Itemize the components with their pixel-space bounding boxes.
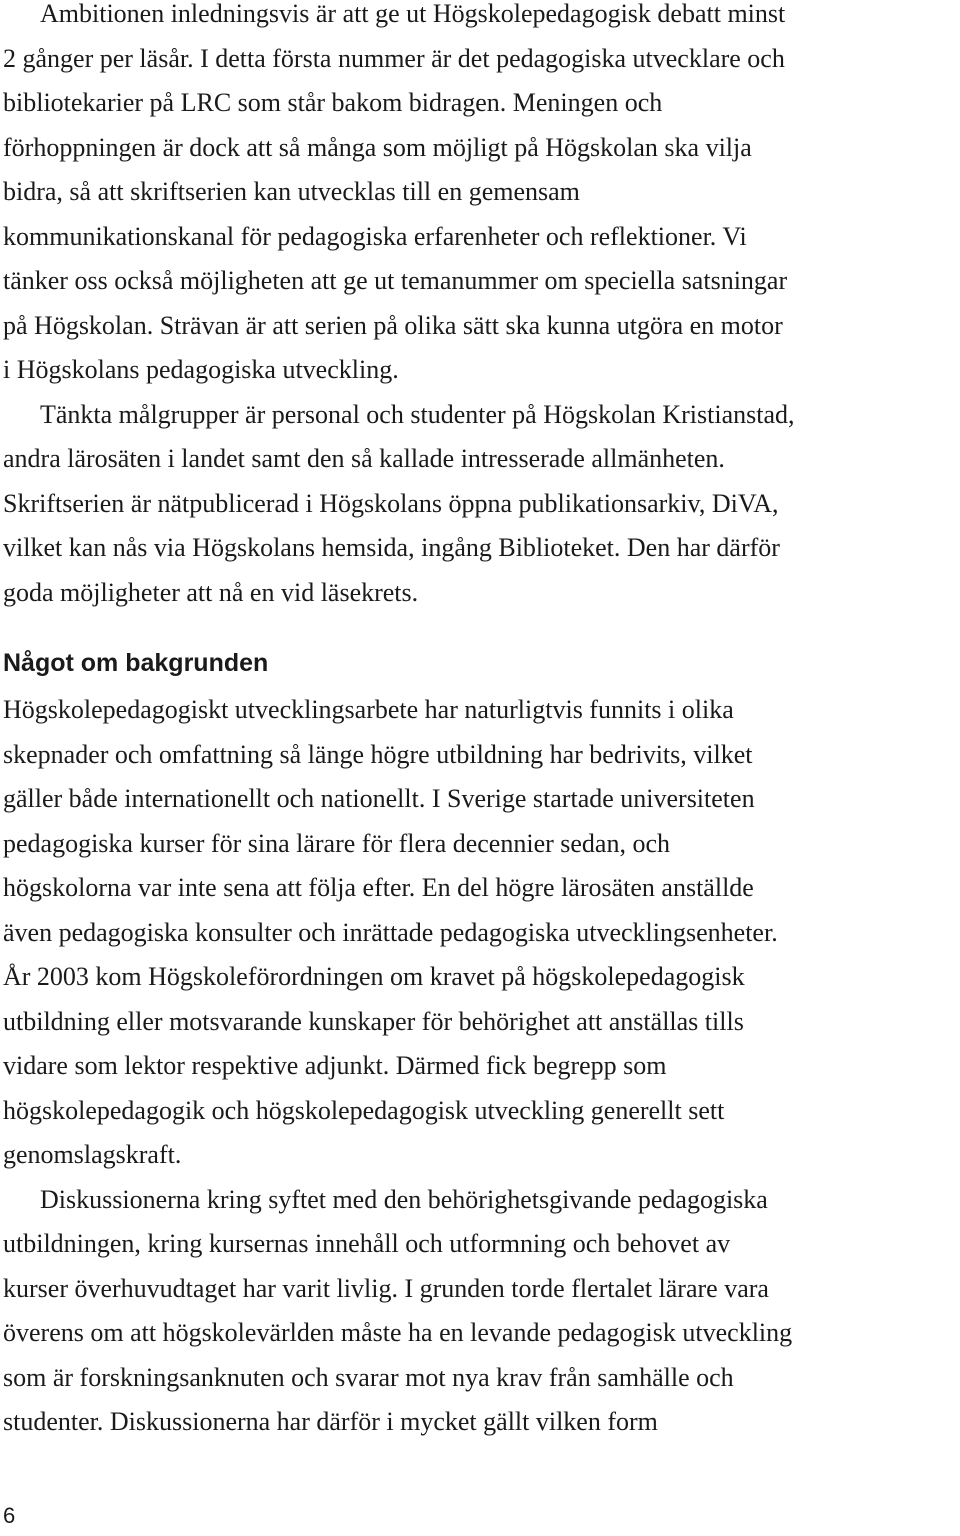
intro-paragraphs <box>3 0 795 615</box>
text-line: högskolorna var inte sena att följa efter. En del högre lärosäten anställde <box>3 873 754 902</box>
text-line: År 2003 kom Högskoleförordningen om kravet på högskolepedagogisk <box>3 962 745 991</box>
text-line: skepnader och omfattning så länge högre utbildning har bedrivits, vilket <box>3 739 753 769</box>
text-line: studenter. Diskussionerna har därför i mycket gällt vilken form <box>3 1407 658 1436</box>
text-line: bibliotekarier på LRC som står bakom bidragen. Meningen och <box>3 88 663 117</box>
text-line: Ambitionen inledningsvis är att ge ut Högskolepedagogisk debatt minst <box>40 0 786 28</box>
text-line: goda möjligheter att nå en vid läsekrets. <box>3 577 419 607</box>
text-line: i Högskolans pedagogiska utveckling. <box>3 355 399 384</box>
text-line: gäller både internationellt och nationellt. I Sverige startade universiteten <box>3 784 755 813</box>
section-paragraphs <box>3 688 792 1445</box>
text-line: högskolepedagogik och högskolepedagogisk utveckling generellt sett <box>3 1095 725 1125</box>
text-line: kurser överhuvudtaget har varit livlig. I grunden torde flertalet lärare vara <box>3 1273 769 1303</box>
text-line: pedagogiska kurser för sina lärare för flera decennier sedan, och <box>3 828 671 858</box>
text-line: kommunikationskanal för pedagogiska erfarenheter och reflektioner. Vi <box>3 221 747 251</box>
text-line: tänker oss också möjligheten att ge ut temanummer om speciella satsningar <box>3 266 788 295</box>
text-line: andra lärosäten i landet samt den så kallade intresserade allmänheten. <box>3 444 725 473</box>
text-line: Tänkta målgrupper är personal och studenter på Högskolan Kristianstad, <box>40 399 795 429</box>
text-line: vilket kan nås via Högskolans hemsida, ingång Biblioteket. Den har därför <box>3 533 780 562</box>
text-line: även pedagogiska konsulter och inrättade pedagogiska utvecklingsenheter. <box>3 917 778 947</box>
text-line: vidare som lektor respektive adjunkt. Därmed fick begrepp som <box>3 1051 667 1080</box>
text-line: överens om att högskolevärlden måste ha en levande pedagogisk utveckling <box>3 1318 793 1347</box>
text-line: förhoppningen är dock att så många som möjligt på Högskolan ska vilja <box>3 132 752 162</box>
text-line: genomslagskraft. <box>3 1140 182 1169</box>
text-line: Diskussionerna kring syftet med den behörighetsgivande pedagogiska <box>40 1184 768 1214</box>
text-line: Högskolepedagogiskt utvecklingsarbete har naturligtvis funnits i olika <box>3 695 734 724</box>
page-number: 6 <box>3 1503 16 1528</box>
text-line: Skriftserien är nätpublicerad i Högskolans öppna publikationsarkiv, DiVA, <box>3 488 779 518</box>
text-line: som är forskningsanknuten och svarar mot nya krav från samhälle och <box>3 1362 734 1392</box>
text-line: utbildningen, kring kursernas innehåll och utformning och behovet av <box>3 1229 731 1258</box>
text-line: 2 gånger per läsår. I detta första nummer är det pedagogiska utvecklare och <box>3 43 785 73</box>
section-heading: Något om bakgrunden <box>3 649 269 677</box>
text-line: bidra, så att skriftserien kan utvecklas till en gemensam <box>3 177 580 206</box>
text-line: utbildning eller motsvarande kunskaper för behörighet att anställas tills <box>3 1006 744 1036</box>
text-line: på Högskolan. Strävan är att serien på olika sätt ska kunna utgöra en motor <box>3 310 783 340</box>
